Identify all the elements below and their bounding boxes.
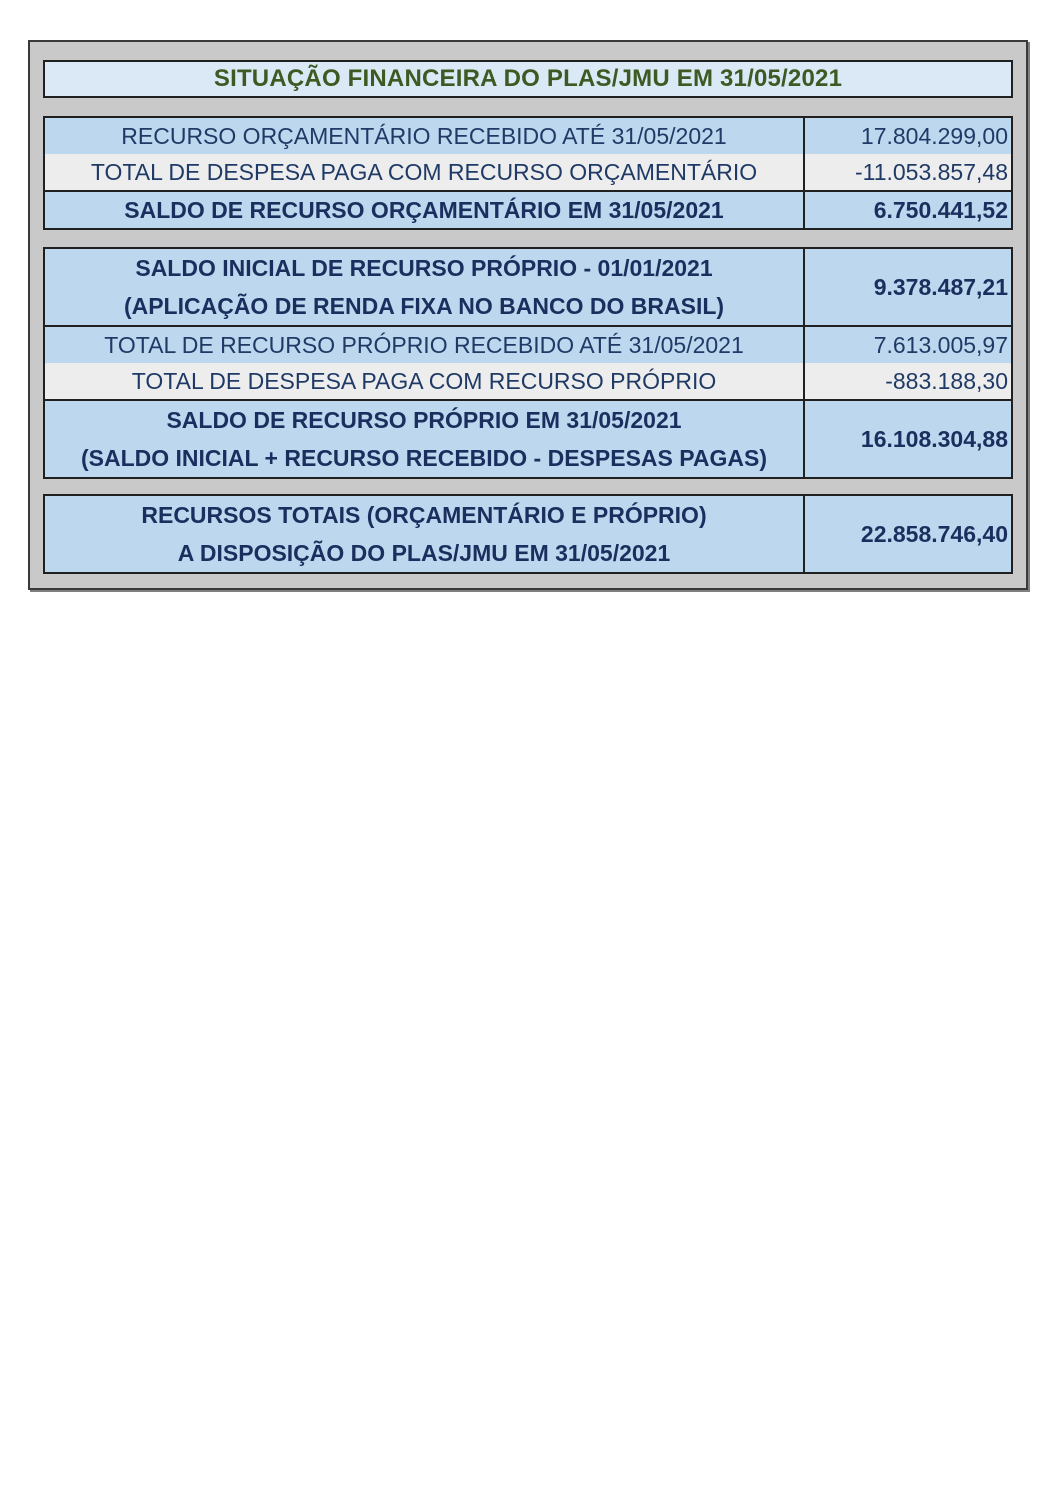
proprio-saldo-line1: SALDO DE RECURSO PRÓPRIO EM 31/05/2021 <box>166 407 682 433</box>
orcamentario-recebido-value: 17.804.299,00 <box>805 118 1011 154</box>
orcamentario-recebido-row <box>45 118 1011 154</box>
totais-value: 22.858.746,40 <box>805 496 1011 572</box>
proprio-saldo-inicial-label <box>45 249 803 325</box>
orcamentario-despesa-row <box>45 154 1011 190</box>
orcamentario-saldo-row <box>45 190 1011 228</box>
totais-label <box>45 496 803 572</box>
proprio-despesa-label: TOTAL DE DESPESA PAGA COM RECURSO PRÓPRIO <box>45 363 803 399</box>
orcamentario-despesa-label: TOTAL DE DESPESA PAGA COM RECURSO ORÇAMENTÁRIO <box>45 154 803 190</box>
orcamentario-block <box>43 116 1013 230</box>
proprio-despesa-value: -883.188,30 <box>805 363 1011 399</box>
orcamentario-saldo-label: SALDO DE RECURSO ORÇAMENTÁRIO EM 31/05/2021 <box>45 192 803 228</box>
proprio-block <box>43 247 1013 479</box>
orcamentario-despesa-value: -11.053.857,48 <box>805 154 1011 190</box>
proprio-recebido-label: TOTAL DE RECURSO PRÓPRIO RECEBIDO ATÉ 31/05/2021 <box>45 327 803 363</box>
proprio-saldo-inicial-value: 9.378.487,21 <box>805 249 1011 325</box>
proprio-despesa-row <box>45 363 1011 399</box>
orcamentario-saldo-value: 6.750.441,52 <box>805 192 1011 228</box>
proprio-recebido-row <box>45 325 1011 363</box>
totais-line2: A DISPOSIÇÃO DO PLAS/JMU EM 31/05/2021 <box>177 540 671 566</box>
proprio-saldo-label <box>45 401 803 477</box>
orcamentario-recebido-label: RECURSO ORÇAMENTÁRIO RECEBIDO ATÉ 31/05/2021 <box>45 118 803 154</box>
proprio-saldo-line2: (SALDO INICIAL + RECURSO RECEBIDO - DESPESAS PAGAS) <box>80 445 768 471</box>
totais-line1: RECURSOS TOTAIS (ORÇAMENTÁRIO E PRÓPRIO) <box>141 502 707 528</box>
totais-row <box>45 496 1011 572</box>
proprio-saldo-row <box>45 399 1011 477</box>
report-title: SITUAÇÃO FINANCEIRA DO PLAS/JMU EM 31/05/2021 <box>43 60 1013 98</box>
proprio-saldo-inicial-line2: (APLICAÇÃO DE RENDA FIXA NO BANCO DO BRASIL) <box>123 293 725 319</box>
proprio-saldo-inicial-row <box>45 249 1011 325</box>
proprio-saldo-value: 16.108.304,88 <box>805 401 1011 477</box>
proprio-recebido-value: 7.613.005,97 <box>805 327 1011 363</box>
proprio-saldo-inicial-line1: SALDO INICIAL DE RECURSO PRÓPRIO - 01/01/2021 <box>135 255 713 281</box>
totais-block <box>43 494 1013 574</box>
financial-report-panel <box>28 40 1028 590</box>
